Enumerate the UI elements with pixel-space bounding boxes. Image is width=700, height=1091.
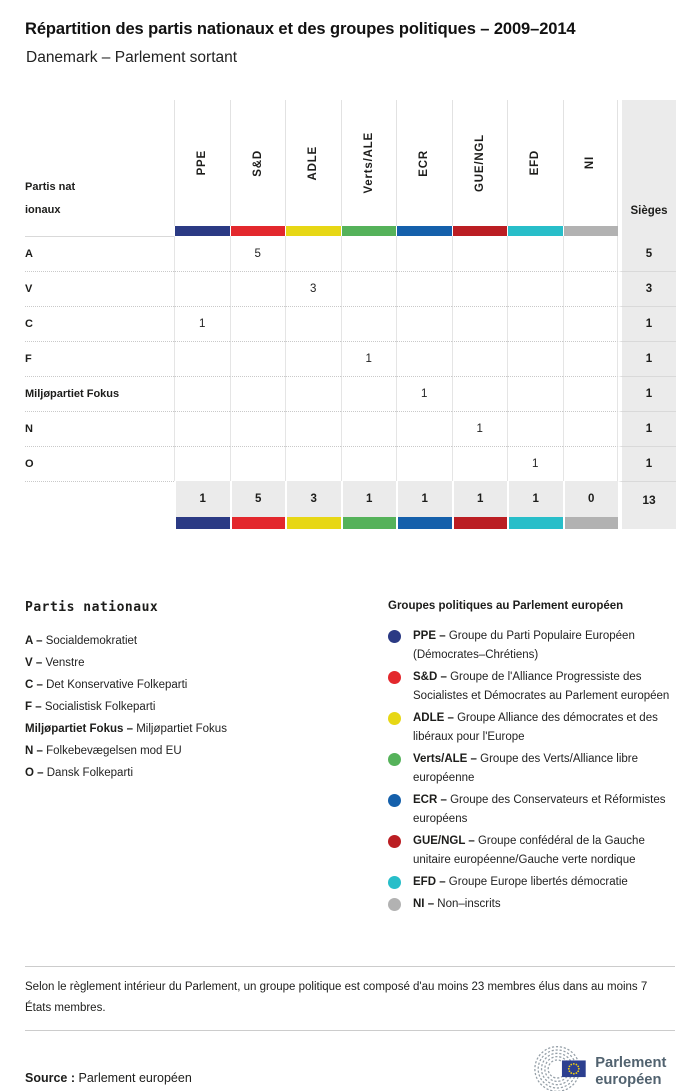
color-swatch-ni [563,226,619,236]
color-swatch-gue-ngl [452,517,508,529]
page-title: Répartition des partis nationaux et des groupes politiques – 2009–2014 [25,20,576,38]
corner-header-label: Partis nationaux [25,181,76,216]
value-cell: 1 [396,376,452,411]
value-cell [452,446,508,481]
group-color-strip-bottom [25,517,677,529]
value-cell [563,341,619,376]
color-swatch-efd [507,226,563,236]
value-cell [174,271,230,306]
party-label: Miljøpartiet Fokus [25,376,174,411]
value-cell [174,411,230,446]
value-cell [174,446,230,481]
color-swatch-verts-ale [341,226,397,236]
color-swatch-efd [507,517,563,529]
value-cell [563,376,619,411]
table-row [25,376,677,411]
color-swatch-ppe [174,517,230,529]
color-swatch-verts-ale [341,517,397,529]
value-cell [452,341,508,376]
value-cell [230,411,286,446]
value-cell [507,236,563,271]
value-cell [230,306,286,341]
seats-cell: 1 [618,376,676,411]
divider [25,1030,675,1031]
value-cell [563,236,619,271]
list-item: Verts/ALE – Groupe des Verts/Alliance libre européenne [388,750,675,788]
color-swatch-adle [285,517,341,529]
source-label: Source : [25,1071,76,1085]
value-cell: 1 [341,341,397,376]
total-seats-cell: 13 [618,481,676,517]
seats-cell: 1 [618,306,676,341]
parlement-europeen-logo [523,1043,675,1091]
footer [25,966,675,1091]
table-header-row [25,100,677,226]
value-cell [507,306,563,341]
color-swatch-sd [230,226,286,236]
value-cell [285,446,341,481]
value-cell [341,411,397,446]
list-item: NI – Non–inscrits [388,895,675,914]
value-cell: 3 [285,271,341,306]
table-row [25,341,677,376]
list-item: C – Det Konservative Folkeparti [25,679,188,691]
ppe-color-dot [388,630,401,643]
totals-row [25,481,677,517]
seats-cell: 3 [618,271,676,306]
party-label: N [25,411,174,446]
col-header-ppe: PPE [174,100,230,226]
logo-text-line2: européen [595,1072,662,1089]
list-item: S&D – Groupe de l'Alliance Progressiste des Socialistes et Démocrates au Parlement européen [388,668,675,706]
european-parliament-hemicycle-icon [523,1043,675,1091]
ni-color-dot [388,898,401,911]
value-cell [396,446,452,481]
total-cell: 1 [396,481,452,517]
col-header-ecr: ECR [396,100,452,226]
adle-color-dot [388,712,401,725]
value-cell [285,236,341,271]
value-cell [563,446,619,481]
legend-groups-title: Groupes politiques au Parlement européen [388,600,624,612]
value-cell [507,376,563,411]
total-cell: 3 [285,481,341,517]
value-cell [230,341,286,376]
value-cell [341,271,397,306]
value-cell [452,306,508,341]
value-cell [285,411,341,446]
color-swatch-ni [563,517,619,529]
gue-ngl-color-dot [388,835,401,848]
col-header-efd: EFD [507,100,563,226]
verts-ale-color-dot [388,753,401,766]
value-cell [563,271,619,306]
footnote: Selon le règlement intérieur du Parlement, un groupe politique est composé d'au moins 23 membres élus dans au moins 7 États membres. [25,981,648,1014]
value-cell [452,376,508,411]
party-label: F [25,341,174,376]
value-cell [285,376,341,411]
divider [25,966,675,967]
legends [25,600,675,917]
color-swatch-ppe [174,226,230,236]
table-row [25,306,677,341]
value-cell [341,236,397,271]
logo-text-line1: Parlement [595,1055,667,1072]
value-cell [452,236,508,271]
list-item: Miljøpartiet Fokus – Miljøpartiet Fokus [25,723,227,735]
value-cell [285,341,341,376]
value-cell [230,271,286,306]
value-cell [452,271,508,306]
page-subtitle: Danemark – Parlement sortant [26,49,238,66]
legend-political-groups [388,600,675,917]
col-header-ni: NI [563,100,619,226]
corner-header-cell [25,100,174,226]
seats-cell: 5 [618,236,676,271]
value-cell [396,271,452,306]
value-cell [563,411,619,446]
value-cell [230,446,286,481]
legend-national-parties [25,600,358,917]
value-cell [507,271,563,306]
value-cell [285,306,341,341]
seats-cell: 1 [618,446,676,481]
value-cell: 1 [507,446,563,481]
total-cell: 1 [341,481,397,517]
table-row [25,411,677,446]
value-cell [174,376,230,411]
list-item: ADLE – Groupe Alliance des démocrates et des libéraux pour l'Europe [388,709,675,747]
color-swatch-adle [285,226,341,236]
color-swatch-ecr [396,517,452,529]
table-row [25,446,677,481]
color-swatch-sd [230,517,286,529]
col-header-sd: S&D [230,100,286,226]
value-cell: 5 [230,236,286,271]
value-cell [341,376,397,411]
footer-bottom [25,1043,675,1091]
source-value: Parlement européen [78,1071,192,1085]
value-cell [563,306,619,341]
efd-color-dot [388,876,401,889]
col-header-adle: ADLE [285,100,341,226]
color-swatch-ecr [396,226,452,236]
value-cell: 1 [174,306,230,341]
value-cell [396,341,452,376]
party-label: O [25,446,174,481]
list-item: O – Dansk Folkeparti [25,767,134,779]
col-header-sieges: Sièges [618,100,676,226]
ecr-color-dot [388,794,401,807]
party-label: V [25,271,174,306]
value-cell [174,236,230,271]
total-cell: 0 [563,481,619,517]
value-cell [396,306,452,341]
col-header-verts-ale: Verts/ALE [341,100,397,226]
list-item: ECR – Groupe des Conservateurs et Réformistes européens [388,791,675,829]
table-row [25,236,677,271]
total-cell: 1 [452,481,508,517]
list-item: A – Socialdemokratiet [25,635,138,647]
seats-table [25,100,677,529]
col-header-gue-ngl: GUE/NGL [452,100,508,226]
list-item: F – Socialistisk Folkeparti [25,701,156,713]
value-cell [396,236,452,271]
value-cell [341,306,397,341]
group-color-strip-top [25,226,677,236]
value-cell [396,411,452,446]
legend-parties-title: Partis nationaux [25,600,159,615]
list-item: EFD – Groupe Europe libertés démocratie [388,873,675,892]
value-cell: 1 [452,411,508,446]
header [25,20,675,67]
seats-cell: 1 [618,341,676,376]
list-item: PPE – Groupe du Parti Populaire Européen (Démocrates–Chrétiens) [388,627,675,665]
value-cell [341,446,397,481]
value-cell [230,376,286,411]
list-item: V – Venstre [25,657,85,669]
list-item: N – Folkebevægelsen mod EU [25,745,182,757]
eu-flag-icon [562,1060,586,1077]
value-cell [507,411,563,446]
table-row [25,271,677,306]
value-cell [174,341,230,376]
list-item: GUE/NGL – Groupe confédéral de la Gauche unitaire européenne/Gauche verte nordique [388,832,675,870]
total-cell: 1 [174,481,230,517]
sd-color-dot [388,671,401,684]
total-cell: 1 [507,481,563,517]
color-swatch-gue-ngl [452,226,508,236]
value-cell [507,341,563,376]
total-cell: 5 [230,481,286,517]
source-line [25,1071,192,1085]
party-label: A [25,236,174,271]
seats-cell: 1 [618,411,676,446]
party-label: C [25,306,174,341]
